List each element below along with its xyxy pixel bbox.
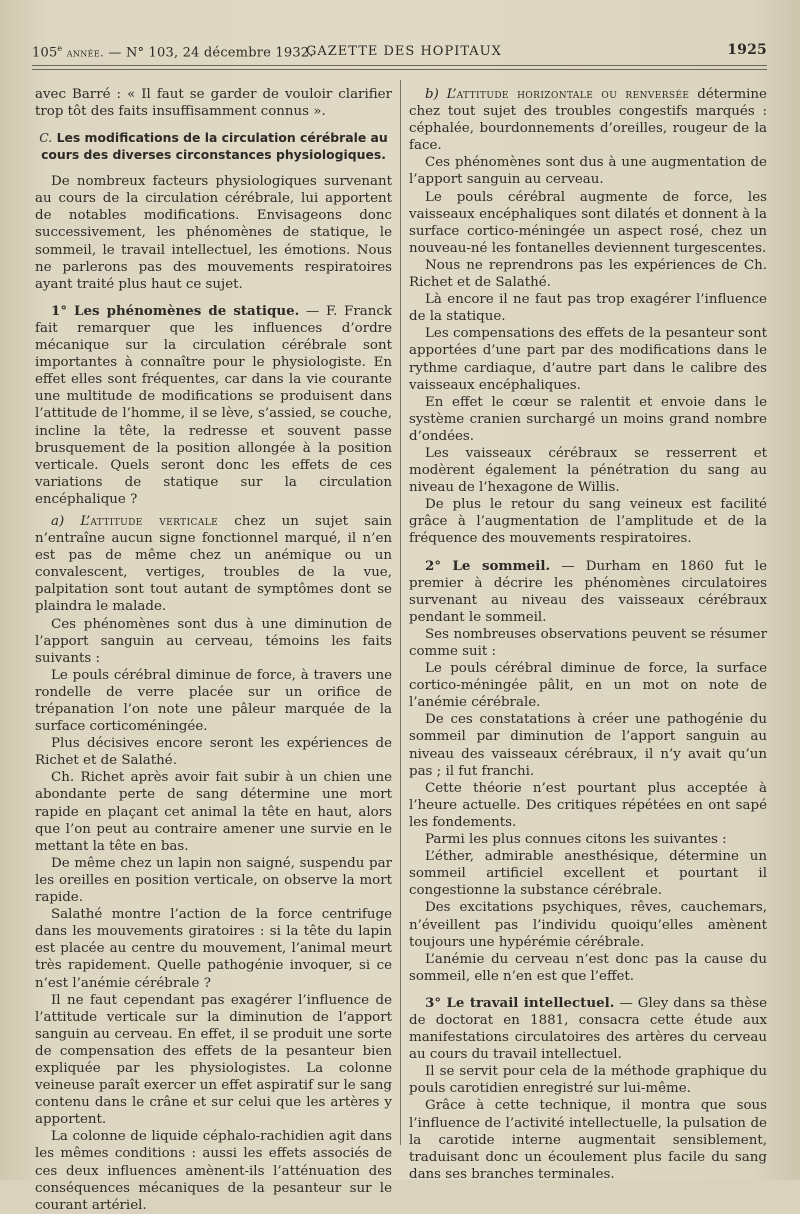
paragraph-vaisseaux: Les vaisseaux cérébraux se resserrent et modèrent également la pénétration du sang au niveau de l’hexagone de Willis.: [409, 445, 767, 496]
paragraph-grace: Grâce à cette technique, il montra que sous l’influence de l’activité intellectuelle, la pulsation de la carotide interne augmentait sensiblement, traduisant donc un écoulement plus facile du sang dans ses branches terminales.: [409, 1098, 767, 1182]
header-rule: [32, 65, 767, 66]
paragraph-richet: Ch. Richet après avoir fait subir à un chien une abondante perte de sang détermine une mort rapide en plaçant cet animal la tête en haut, alors que l’on peut au contraire amener une survie en le mettant la tête en bas.: [35, 770, 392, 854]
paragraph-colonne: La colonne de liquide céphalo-rachidien agit dans les mêmes conditions : aussi les effets associés de ces deux influences amènent-ils l’atténuation des conséquences mécaniques de la pesanteur sur le courant artériel.: [35, 1129, 392, 1213]
paragraph-methode: Il se servit pour cela de la méthode graphique du pouls carotidien enregistré sur lui-même.: [409, 1064, 767, 1097]
header-issue: 105e année. — N° 103, 24 décembre 1932.: [32, 44, 314, 61]
section-c-title: C. Les modifications de la circulation cérébrale au cours des diverses circonstances physiologiques.: [39, 130, 388, 163]
paragraph-diminution: Ces phénomènes sont dus à une diminution de l’apport sanguin au cerveau, témoins les faits suivants :: [35, 616, 392, 666]
paragraph-compensations: Les compensations des effets de la pesanteur sont apportées d’une part par des modifications dans le rythme cardiaque, d’autre part dans le calibre des vaisseaux encéphaliques.: [409, 326, 767, 393]
paragraph-sommeil: 2° Le sommeil. — Durham en 1860 fut le premier à décrire les phénomènes circulatoires survenant au niveau des vaisseaux cérébraux pendant le sommeil.: [409, 557, 768, 625]
paragraph-pouls: Le pouls cérébral diminue de force, à travers une rondelle de verre placée sur un orifice de trépanation l’on note une pâleur marquée de la surface corticoméningée.: [35, 667, 392, 735]
paragraph-force: Le pouls cérébral augmente de force, les vaisseaux encéphaliques sont dilatés et donnent à la surface cortico-méningée un aspect rosé, chez un nouveau-né les fontanelles deviennent turgescentes.: [409, 189, 767, 256]
paragraph-statique: 1° Les phénomènes de statique. — F. Franck fait remarquer que les influences d’ordre mécanique sur la circulation cérébrale sont importantes à connaître pour le physiologiste. En effet elles sont fréquentes, car dans la vie courante une multitude de modifications se produisent dans l’attitude de l’homme, il se lève, s’assied, se couche, incline la tête, la redresse et souvent passe brusquement de la position allongée à la position verticale. Quels seront donc les effets de ces variations de statique sur la circulation encéphalique ?: [35, 302, 392, 507]
paragraph-exagerer: Il ne faut cependant pas exagérer l’influence de l’attitude verticale sur la diminution de l’apport sanguin au cerveau. En effet, il se produit une sorte de compensation des effets de la pesanteur bien expliquée par les physiologistes. La colonne veineuse paraît exercer un effet aspiratif sur le sang contenu dans le crâne et sur celui que les artères y apportent.: [35, 992, 392, 1128]
paragraph-coeur: En effet le cœur se ralentit et envoie dans le système cranien surchargé un moins grand nombre d’ondées.: [409, 394, 767, 444]
paragraph-augmentation: Ces phénomènes sont dus à une augmentation de l’apport sanguin au cerveau.: [409, 155, 767, 188]
column-separator: [400, 80, 401, 1145]
paragraph-facteurs: De nombreux facteurs physiologiques survenant au cours de la circulation cérébrale, lui apportent de notables modifications. Envisageons donc successivement, les phénomènes de statique, le sommeil, le travail intellectuel, les émotions. Nous ne parlerons pas des mouvements respiratoires ayant traité plus haut ce sujet.: [35, 174, 392, 292]
paragraph-observations: Ses nombreuses observations peuvent se résumer comme suit :: [409, 626, 767, 659]
paragraph-horizontale: b) L’attitude horizontale ou renversée détermine chez tout sujet des troubles congestifs marqués : céphalée, bourdonnements d’oreilles, rougeur de la face.: [409, 87, 767, 154]
paragraph-theorie: Cette théorie n’est pourtant plus acceptée à l’heure actuelle. Des critiques répétées en ont sapé les fondements.: [409, 780, 767, 830]
paragraph-ether: L’éther, admirable anesthésique, détermine un sommeil artificiel excellent et pourtant il congestionne la substance cérébrale.: [409, 849, 767, 899]
heading-travail: 3° Le travail intellectuel.: [425, 994, 615, 1011]
heading-verticale: attitude verticale: [90, 513, 219, 529]
paragraph-connues: Parmi les plus connues citons les suivantes :: [425, 832, 727, 848]
paragraph-decisives: Plus décisives encore seront les expériences de Richet et de Salathé.: [35, 736, 392, 769]
left-column: [35, 86, 392, 1214]
paragraph-reprendrons: Nous ne reprendrons pas les expériences de Ch. Richet et de Salathé.: [409, 257, 767, 291]
paragraph-anemie: L’anémie du cerveau n’est donc pas la cause du sommeil, elle n’en est que l’effet.: [409, 951, 767, 984]
heading-sommeil: 2° Le sommeil.: [425, 557, 551, 574]
paragraph-retour: De plus le retour du sang veineux est facilité grâce à l’augmentation de l’amplitude et de la fréquence des mouvements respiratoires.: [409, 497, 767, 547]
paragraph-lapin: De même chez un lapin non saigné, suspendu par les oreilles en position verticale, on observe la mort rapide.: [35, 855, 392, 906]
header-rule-double: [32, 69, 767, 70]
paragraph-pouls-diminue: Le pouls cérébral diminue de force, la surface cortico-méningée pâlit, en un mot on note de l’anémie cérébrale.: [409, 661, 767, 711]
paragraph-salathe: Salathé montre l’action de la force centrifuge dans les mouvements giratoires : si la tête du lapin est placée au centre du mouvement, l’animal meurt très rapidement. Quelle pathogénie invoquer, si ce n’est l’anémie cérébrale ?: [35, 907, 392, 991]
paragraph-intro: avec Barré : « Il faut se garder de vouloir clarifier trop tôt des faits insuffisamment connus ».: [35, 87, 392, 120]
page-number: 1925: [727, 42, 767, 58]
paragraph-encore: Là encore il ne faut pas trop exagérer l’influence de la statique.: [409, 292, 767, 325]
paragraph-constatations: De ces constatations à créer une pathogénie du sommeil par diminution de l’apport sanguin au niveau des vaisseaux cérébraux, il n’y avait qu’un pas ; il fut franchi.: [409, 712, 767, 779]
heading-horizontale: attitude horizontale ou renversée: [456, 87, 690, 102]
heading-statique: 1° Les phénomènes de statique.: [51, 302, 300, 319]
page-header: [32, 42, 767, 62]
paragraph-excitations: Des excitations psychiques, rêves, cauchemars, n’éveillent pas l’individu quoiqu’elles amènent toujours une hypérémie cérébrale.: [409, 900, 767, 950]
paragraph-verticale: a) L’attitude verticale chez un sujet sain n’entraîne aucun signe fonctionnel marqué, il n’en est pas de même chez un anémique ou un convalescent, vertiges, troubles de la vue, palpitation sont tout autant de symptômes dont se plaindra le malade.: [35, 513, 392, 615]
journal-title: GAZETTE DES HOPITAUX: [306, 44, 502, 59]
paragraph-travail: 3° Le travail intellectuel. — Gley dans sa thèse de doctorat en 1881, consacra cette étude aux manifestations circulatoires des artères du cerveau au cours du travail intellectuel.: [409, 994, 767, 1063]
right-column: [409, 86, 767, 1183]
